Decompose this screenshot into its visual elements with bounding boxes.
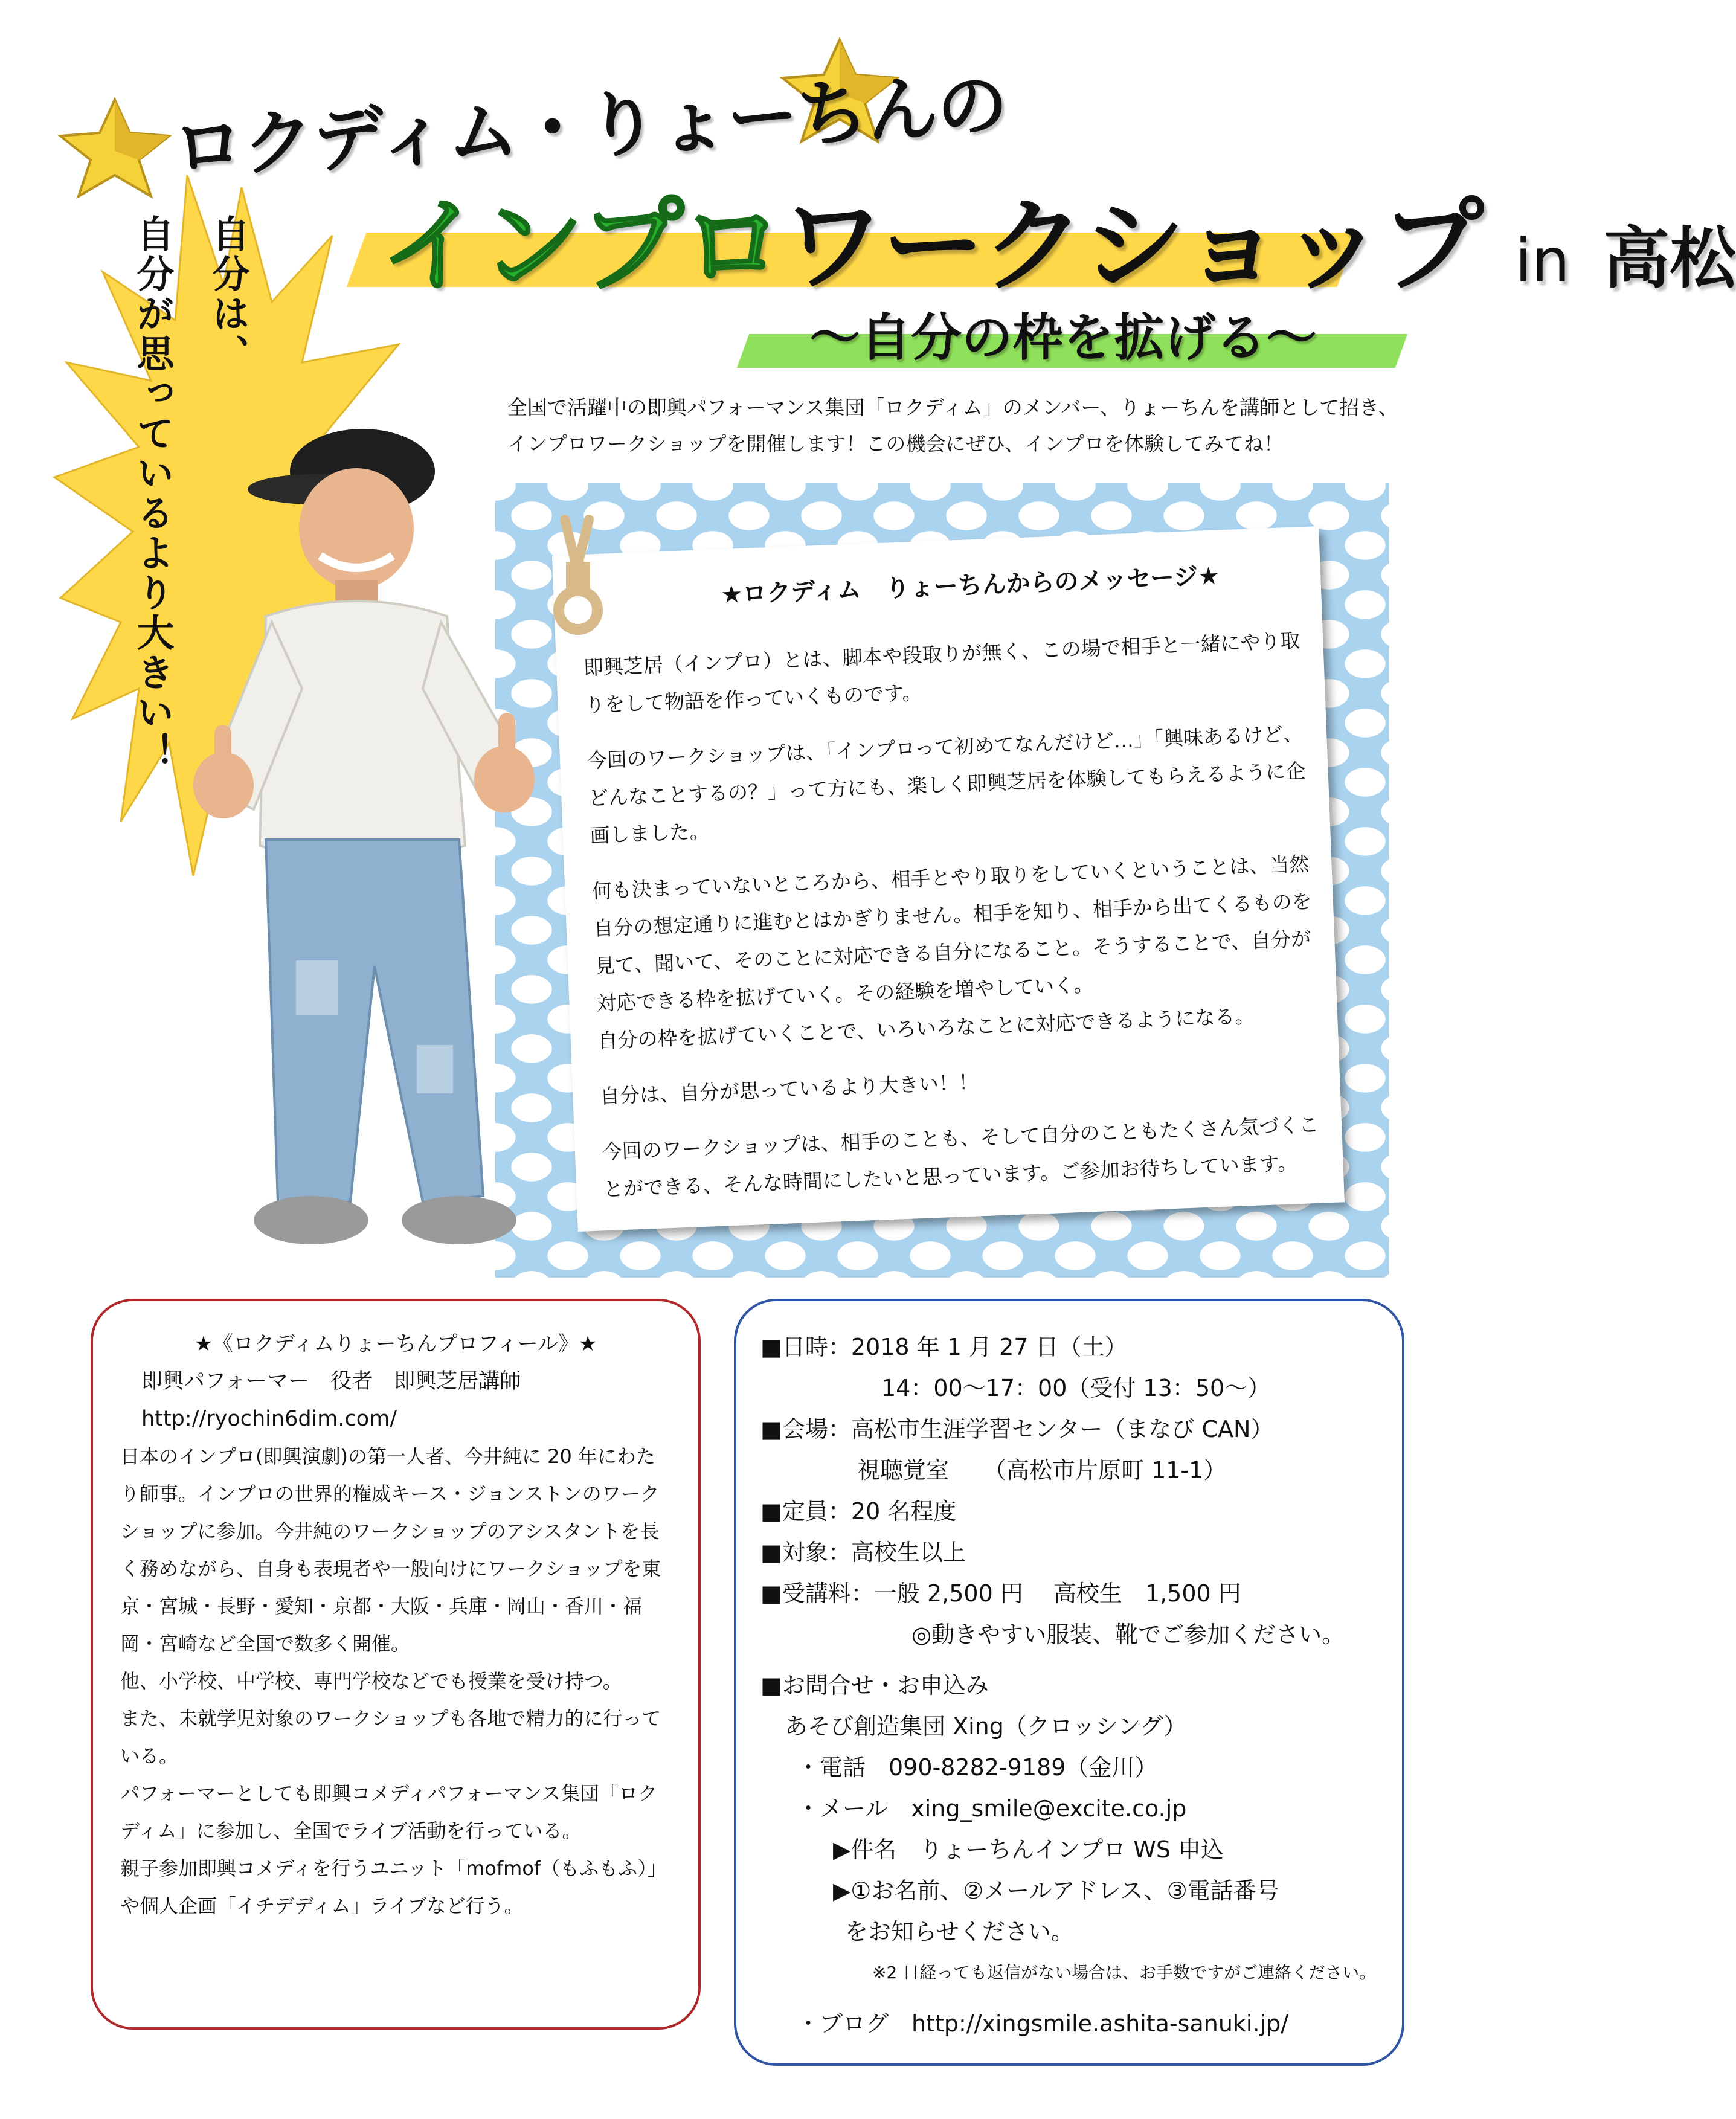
profile-paragraph-1: 日本のインプロ(即興演劇)の第一人者、今井純に 20 年にわたり師事。インプロの世界的権威キース・ジョンストンのワークショップに参加。今井純のワークショップのアシスタントを長く務めながら、自身も表現者や一般向けにワークショップを東京・宮城・長野・愛知・京都・大阪・兵庫・岡山・香川・福岡・宮崎など全国で数多く開催。 [120, 1445, 661, 1655]
blog-link[interactable]: ・ブログ http://xingsmile.ashita-sanuki.jp/ [797, 2010, 1289, 2037]
event-capacity: ■定員：20 名程度 [760, 1498, 957, 1525]
event-room: 視聴覚室 （高松市片原町 11-1） [857, 1457, 1227, 1484]
title-city: 高松 [1603, 220, 1736, 297]
profile-paragraph-4: パフォーマーとしても即興コメディパフォーマンス集団「ロクディム」に参加し、全国でライブ活動を行っている。 [120, 1782, 658, 1842]
intro-line-1: 全国で活躍中の即興パフォーマンス集団「ロクディム」のメンバー、りょーちんを講師として招き、 [507, 396, 1398, 419]
message-paragraph-3: 何も決まっていないところから、相手とやり取りをしていくということは、当然自分の想定通りに進むとはかぎりません。相手を知り、相手から出てくるものを見て、聞いて、そのことに対応できる自分になること。そうすることで、自分が対応できる枠を拡げていく。その経験を増やしていく。 [591, 852, 1313, 1015]
main-title [381, 163, 1736, 311]
event-time: 14：00～17：00（受付 13：50～） [881, 1375, 1271, 1401]
event-target: ■対象：高校生以上 [760, 1539, 966, 1566]
burst-line-1: 自分は、 [206, 214, 250, 374]
profile-paragraph-3: また、未就学児対象のワークショップも各地で精力的に行っている。 [120, 1707, 661, 1767]
contact-phone[interactable]: ・電話 090-8282-9189（金川） [797, 1754, 1158, 1781]
intro-line-2: インプロワークショップを開催します！この機会にぜひ、インプロを体験してみてね！ [507, 432, 1284, 455]
contact-heading: ■お問合せ・お申込み [760, 1672, 989, 1699]
subtitle: ～自分の枠を拡げる～ [809, 308, 1317, 367]
event-venue: ■会場：高松市生涯学習センター（まなび CAN） [760, 1416, 1274, 1442]
profile-title: ★《ロクディムりょーちんプロフィール》★ [194, 1332, 597, 1356]
message-content [580, 554, 1335, 1227]
profile-paragraph-5: 親子参加即興コメディを行うユニット「mofmof（もふもふ）」や個人企画「イチデディム」ライブなど行う。 [120, 1857, 667, 1917]
contact-items-2: をお知らせください。 [845, 1918, 1074, 1945]
contact-email-link[interactable]: ・メール xing_smile@excite.co.jp [797, 1795, 1187, 1822]
contact-subject: ▶件名 りょーちんインプロ WS 申込 [833, 1836, 1224, 1863]
profile-url-link[interactable]: http://ryochin6dim.com/ [141, 1407, 397, 1431]
event-fee-note: ◎動きやすい服装、靴でご参加ください。 [911, 1621, 1345, 1648]
message-paragraph-4: 自分の枠を拡げていくことで、いろいろなことに対応できるようになる。 [597, 1003, 1255, 1053]
intro-text [507, 390, 1419, 462]
title-black-part: ワークショップ [782, 187, 1482, 306]
event-fee: ■受講料：一般 2,500 円 高校生 1,500 円 [760, 1580, 1241, 1607]
title-in: in [1514, 225, 1570, 296]
contact-note: ※2 日経っても返信がない場合は、お手数ですがご連絡ください。 [872, 1963, 1377, 1982]
event-date: ■日時：2018 年 1 月 27 日（土） [760, 1334, 1128, 1360]
performer-photo [181, 423, 568, 1269]
contact-items: ▶①お名前、②メールアドレス、③電話番号 [833, 1877, 1279, 1904]
profile-roles: 即興パフォーマー 役者 即興芝居講師 [141, 1369, 521, 1394]
contact-org: あそび創造集団 Xing（クロッシング） [785, 1713, 1187, 1740]
message-paragraph-6: 今回のワークショップは、相手のことも、そして自分のこともたくさん気づくことができる、そんな時間にしたいと思っています。ご参加お待ちしています。 [601, 1112, 1319, 1201]
profile-paragraph-2: 他、小学校、中学校、専門学校などでも授業を受け持つ。 [120, 1670, 622, 1693]
message-paragraph-2: 今回のワークショップは、「インプロって初めてなんだけど…」「興味あるけど、どんなことするの？」って方にも、楽しく即興芝居を体験してもらえるように企画しました。 [587, 721, 1307, 847]
message-paragraph-1: 即興芝居（インプロ）とは、脚本や段取りが無く、この場で相手と一緒にやり取りをして物語を作っていくものです。 [583, 628, 1301, 718]
message-paragraph-5: 自分は、自分が思っているより大きい！！ [599, 1070, 979, 1108]
burst-line-2: 自分が思っているより大きい！ [130, 214, 175, 773]
event-info-box [734, 1299, 1404, 2066]
profile-box [91, 1299, 701, 2030]
message-title: ★ロクディム りょーちんからのメッセージ★ [720, 562, 1220, 609]
title-top: ロクディム・りょーちんの [170, 62, 1009, 190]
title-green-part: インプロ [381, 187, 782, 306]
